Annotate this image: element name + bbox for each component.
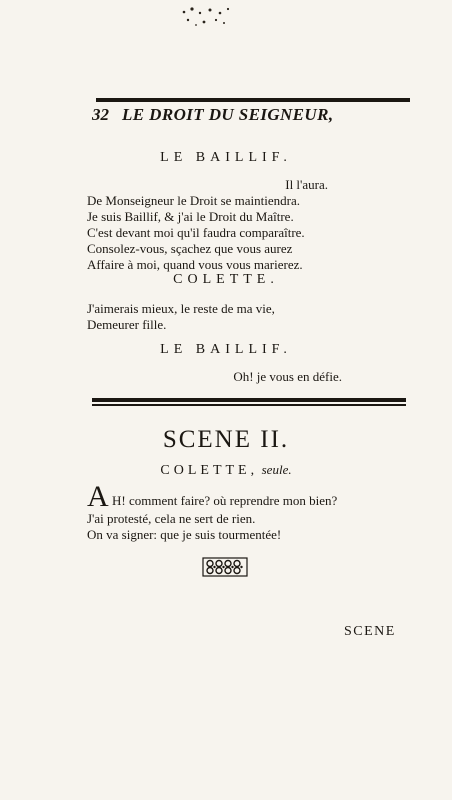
printer-ornament-top	[170, 4, 240, 28]
verse-line: De Monseigneur le Droit se maintiendra.	[87, 193, 300, 208]
cast-name: COLETTE,	[160, 463, 259, 478]
verse-line: Oh! je vous en défie.	[233, 369, 342, 384]
verse-line: C'est devant moi qu'il faudra comparaître.	[87, 225, 305, 240]
speaker-heading: LE BAILLIF.	[160, 150, 292, 165]
printer-ornament-bottom	[202, 557, 248, 577]
page-number: 32	[92, 105, 109, 124]
verse-line: Affaire à moi, quand vous vous marierez.	[87, 257, 303, 272]
scene-cast	[0, 462, 452, 479]
verse-line: Demeurer fille.	[87, 317, 167, 332]
verse-line: Consolez-vous, sçachez que vous aurez	[87, 241, 293, 256]
verse-line: J'aimerais mieux, le reste de ma vie,	[87, 301, 275, 316]
running-title: LE DROIT DU SEIGNEUR,	[122, 105, 334, 124]
verse-line: Je suis Baillif, & j'ai le Droit du Maître.	[87, 209, 294, 224]
verse-line: H! comment faire? où reprendre mon bien?	[112, 493, 338, 508]
running-header	[92, 105, 412, 127]
drop-cap: A	[87, 480, 109, 513]
cast-note: seule.	[261, 462, 292, 477]
scene-divider-rule-thin	[92, 404, 406, 406]
header-rule	[96, 98, 410, 102]
speaker-heading: LE BAILLIF.	[160, 342, 292, 357]
scene-divider-rule	[92, 398, 406, 402]
verse-line: Il l'aura.	[285, 177, 328, 192]
verse-line: On va signer: que je suis tourmentée!	[87, 527, 282, 542]
catchword: SCENE	[344, 624, 396, 639]
scene-title: SCENE II.	[162, 426, 290, 453]
speaker-heading: COLETTE.	[173, 272, 279, 287]
verse-line: J'ai protesté, cela ne sert de rien.	[87, 511, 256, 526]
